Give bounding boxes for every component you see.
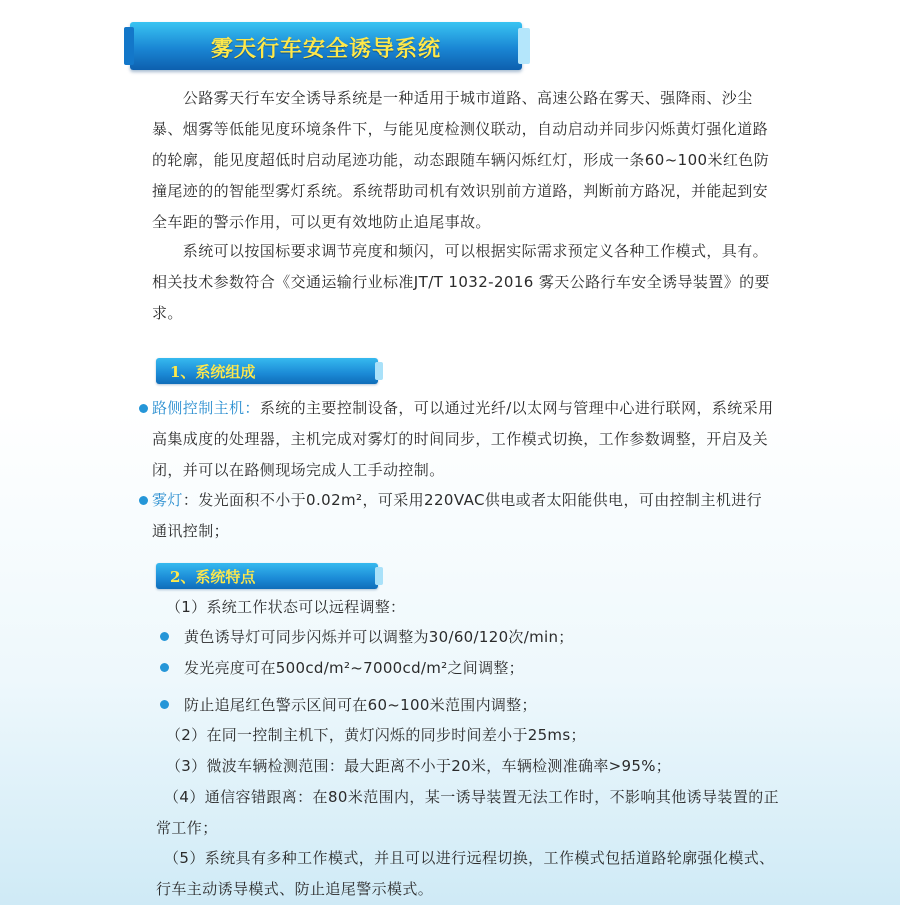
bullet-dot-icon <box>139 404 148 413</box>
feature-bullet-1: 黄色诱导灯可同步闪烁并可以调整为30/60/120次/min； <box>184 628 574 646</box>
feature-5: （5）系统具有多种工作模式，并且可以进行远程切换，工作模式包括道路轮廓强化模式、行车主动诱导模式、防止追尾警示模式。 <box>156 849 775 898</box>
feature-bullet-3: 防止追尾红色警示区间可在60~100米范围内调整； <box>184 696 537 714</box>
feature-bullet-2: 发光亮度可在500cd/m²~7000cd/m²之间调整； <box>184 659 524 677</box>
feature-1: （1）系统工作状态可以远程调整： <box>166 598 406 616</box>
component-desc-foglight: 发光面积不小于0.02m²，可采用220VAC供电或者太阳能供电，可由控制主机进行通讯控制； <box>152 491 763 540</box>
bullet-dot-icon <box>160 632 169 641</box>
component-term-controller: 路侧控制主机 <box>152 399 245 417</box>
feature-2: （2）在同一控制主机下，黄灯闪烁的同步时间差小于25ms； <box>166 726 586 744</box>
bullet-dot-icon <box>160 700 169 709</box>
intro-paragraph-1: 公路雾天行车安全诱导系统是一种适用于城市道路、高速公路在雾天、强降雨、沙尘暴、烟雾等低能见度环境条件下，与能见度检测仪联动，自动启动并同步闪烁黄灯强化道路的轮廓，能见度超低时启动尾迹功能，动态跟随车辆闪烁红灯，形成一条60~100米红色防撞尾迹的的智能型雾灯系统。系统帮助司机有效识别前方道路，判断前方路况，并能起到安全车距的警示作用，可以更有效地防止追尾事故。 <box>152 89 770 231</box>
component-item-foglight <box>152 485 777 547</box>
section-1-header <box>156 358 378 384</box>
component-desc-controller: 系统的主要控制设备，可以通过光纤/以太网与管理中心进行联网，系统采用高集成度的处理器，主机完成对雾灯的时间同步，工作模式切换，工作参数调整，开启及关闭，并可以在路侧现场完成人工手动控制。 <box>152 399 774 479</box>
section-1-title: 1、系统组成 <box>170 363 256 381</box>
bullet-dot-icon <box>139 496 148 505</box>
intro-paragraph-2: 系统可以按国标要求调节亮度和频闪，可以根据实际需求预定义各种工作模式，具有。相关技术参数符合《交通运输行业标准JT/T 1032-2016 雾天公路行车安全诱导装置》的要求。 <box>152 242 770 322</box>
feature-3: （3）微波车辆检测范围：最大距离不小于20米，车辆检测准确率>95%； <box>166 757 672 775</box>
bullet-dot-icon <box>160 663 169 672</box>
component-item-controller <box>152 393 777 486</box>
feature-4: （4）通信容错跟离：在80米范围内，某一诱导装置无法工作时，不影响其他诱导装置的正常工作； <box>156 788 780 837</box>
component-term-separator: ： <box>244 399 260 417</box>
page-title: 雾天行车安全诱导系统 <box>210 36 441 62</box>
component-term-separator: ： <box>182 491 199 509</box>
component-term-foglight: 雾灯 <box>152 491 183 509</box>
title-banner <box>130 22 522 70</box>
section-2-title: 2、系统特点 <box>170 568 256 586</box>
section-2-header <box>156 563 378 589</box>
